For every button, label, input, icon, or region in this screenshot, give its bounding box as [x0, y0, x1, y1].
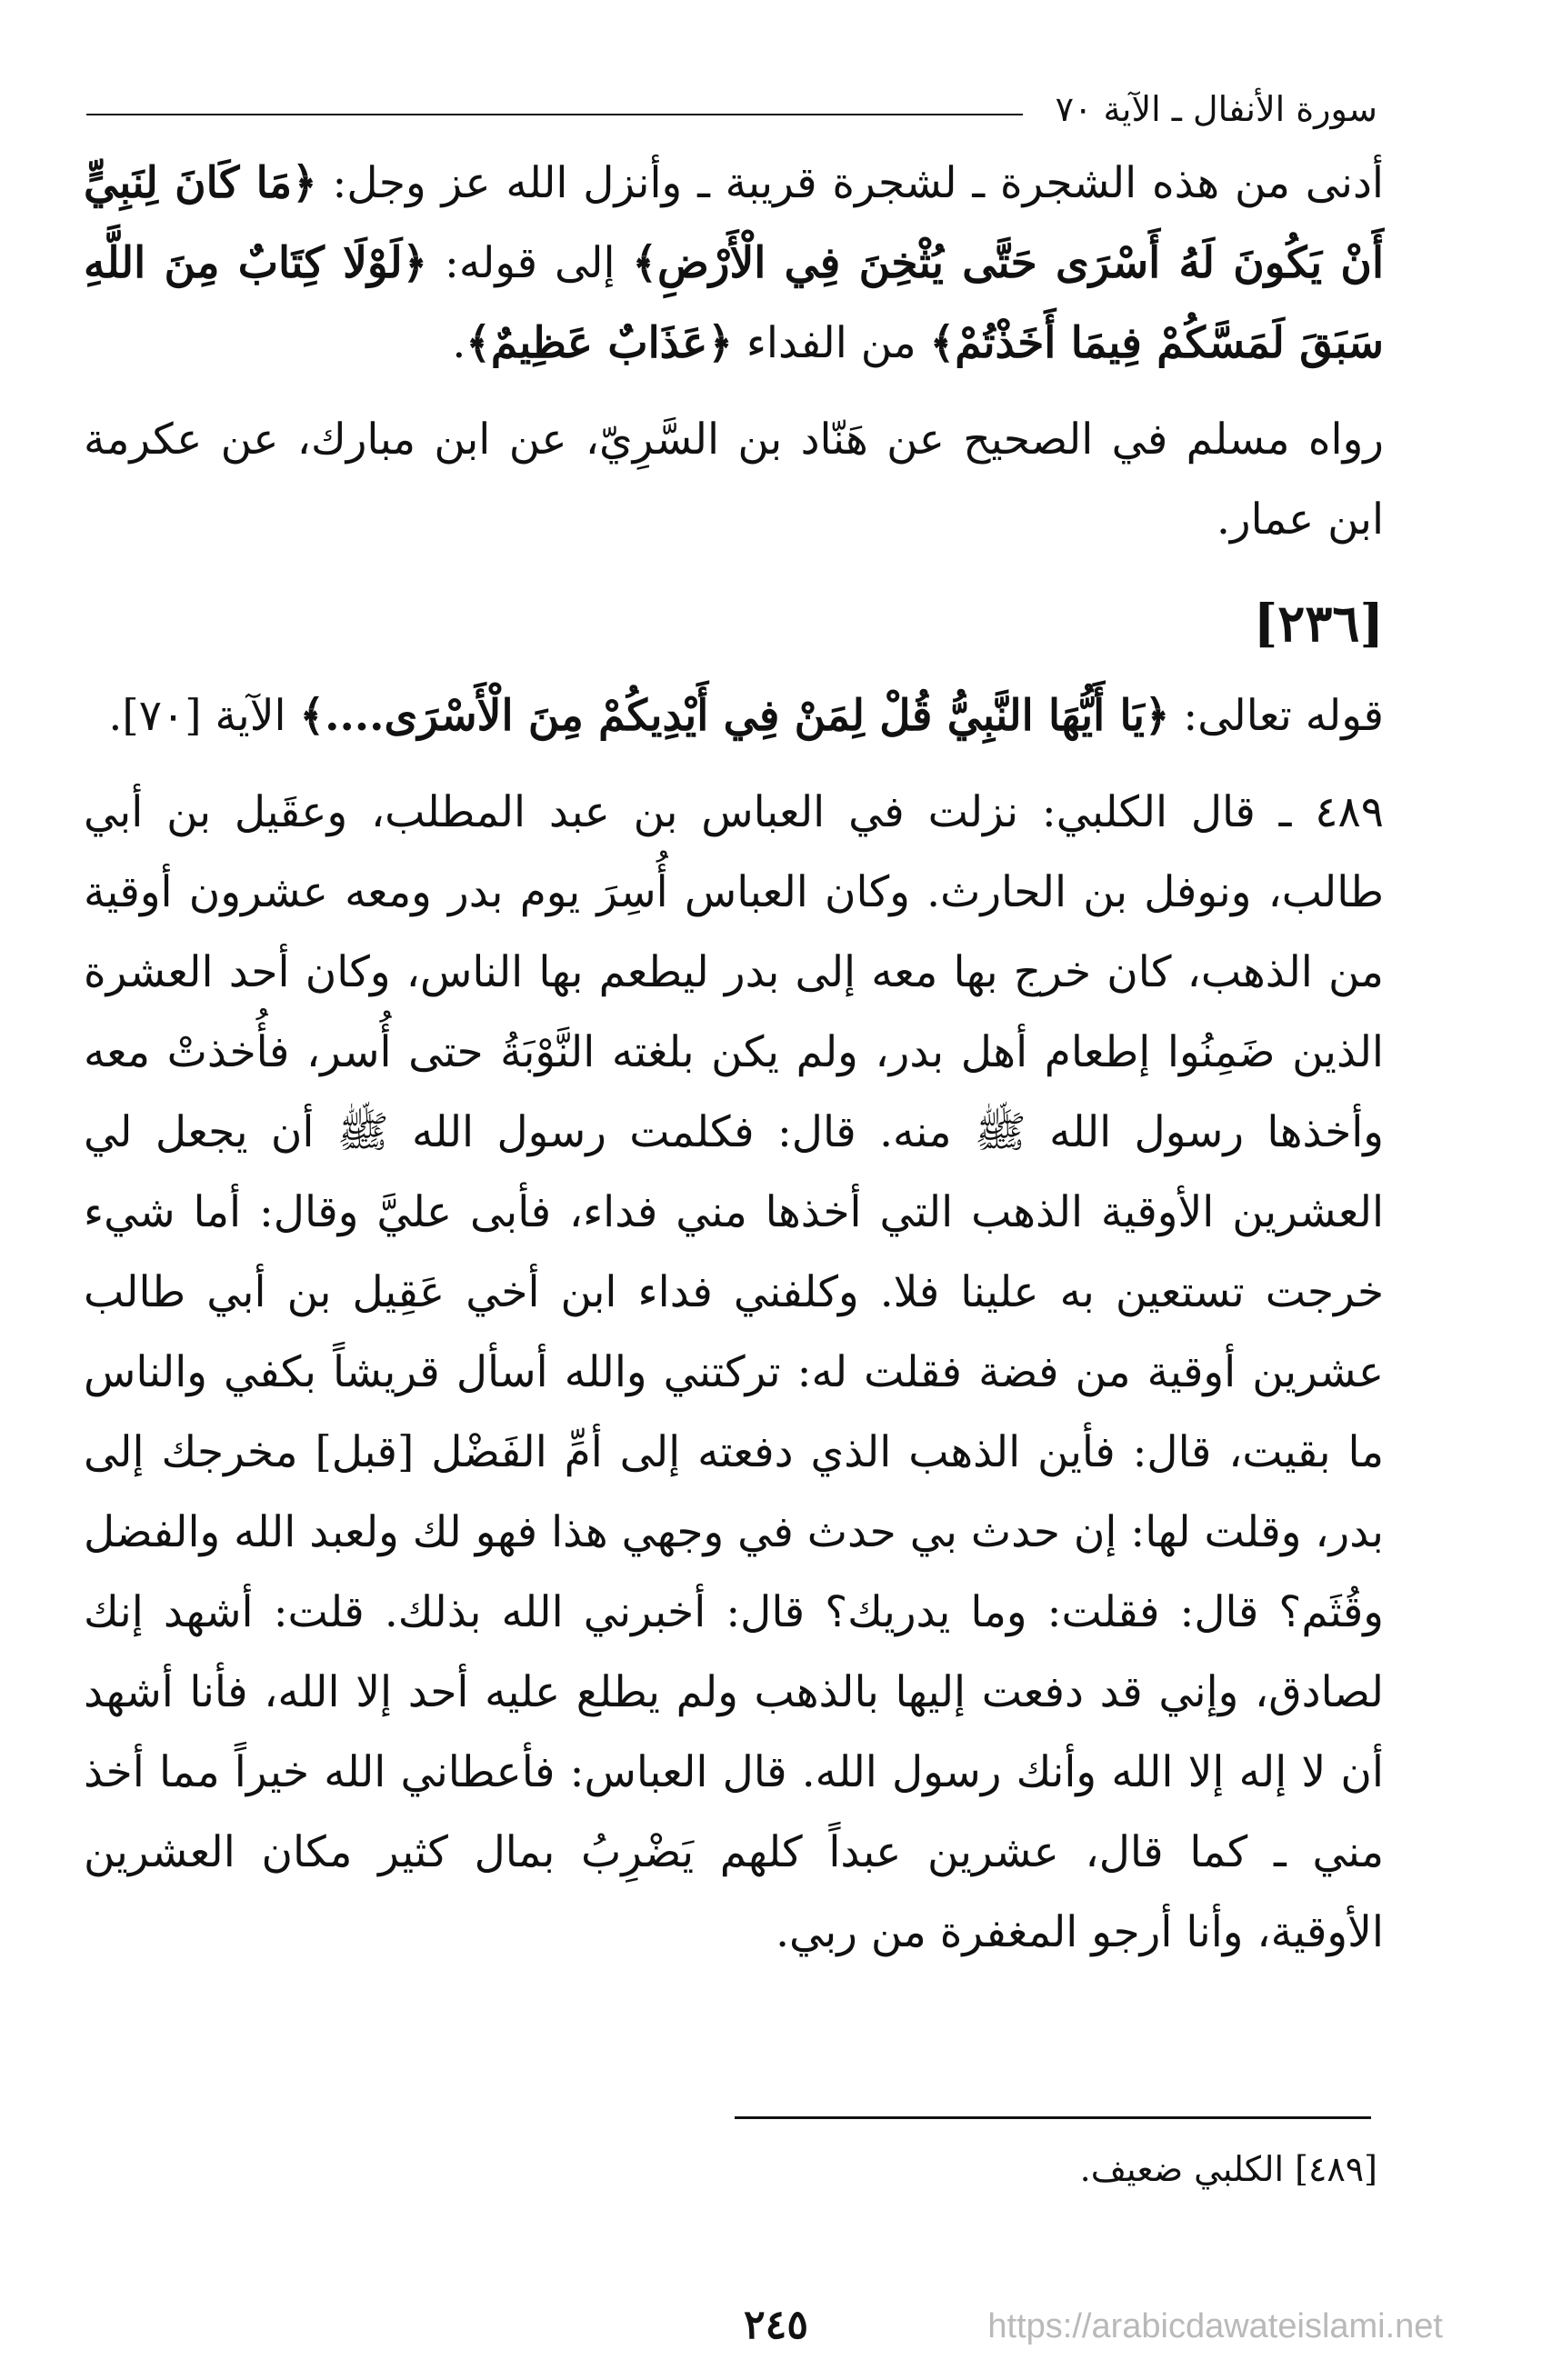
paragraph-2-text: رواه مسلم في الصحيح عن هَنّاد بن السَّرِيّ، عن ابن مبارك، عن عكرمة ابن عمار. — [84, 415, 1384, 545]
watermark: https://arabicdawateislami.net — [987, 2307, 1443, 2345]
ayah-intro-part-3: الآية [٧٠]. — [108, 691, 300, 741]
narration-489: ٤٨٩ ـ قال الكلبي: نزلت في العباس بن عبد المطلب، وعقَيل بن أبي طالب، ونوفل بن الحارث. وكان العباس أُسِرَ يوم بدر ومعه عشرون أوقية من الذهب، كان خرج بها معه إلى بدر ليطعم بها الناس، وكان أحد العشرة الذين ضَمِنُوا إطعام أهل بدر، ولم يكن بلغته النَّوْبَةُ حتى أُسر، فأُخذتْ معه وأخذها رسول الله ﷺ منه. قال: فكلمت رسول الله ﷺ أن يجعل لي العشرين الأوقية الذهب التي أخذها مني فداء، فأبى عليَّ وقال: أما شيء خرجت تستعين به علينا فلا. وكلفني فداء ابن أخي عَقِيل بن أبي طالب عشرين أوقية من فضة فقلت له: تركتني والله أسأل قريشاً بكفي والناس ما بقيت، قال: فأين الذهب الذي دفعته إلى أمِّ الفَضْل [قبل] مخرجك إلى بدر، وقلت لها: إن حدث بي حدث في وجهي هذا فهو لك ولعبد الله والفضل وقُثَم؟ قال: فقلت: وما يدريك؟ قال: أخبرني الله بذلك. قلت: أشهد إنك لصادق، وإني قد دفعت إليها بالذهب ولم يطلع عليه أحد إلا الله، فأنا أشهد أن لا إله إلا الله وأنك رسول الله. قال العباس: فأعطاني الله خيراً مما أخذ مني ـ كما قال، عشرين عبداً كلهم يَضْرِبُ بمال كثير مكان العشرين الأوقية، وأنا أرجو المغفرة من ربي. — [84, 787, 1384, 1957]
paragraph-1-part-3: إلى قوله: — [427, 238, 633, 288]
section-number: [٢٣٦] — [1253, 594, 1384, 654]
paragraph-1 — [84, 144, 1384, 384]
page-number: ٢٤٥ — [744, 2302, 808, 2348]
running-header — [86, 84, 1377, 138]
footnote-rule — [735, 2116, 1371, 2119]
paragraph-2 — [84, 400, 1384, 560]
quran-verse-4: ﴿يَا أَيُّهَا النَّبِيُّ قُلْ لِمَنْ فِي أَيْدِيكُمْ مِنَ الْأَسْرَى....﴾ — [299, 691, 1170, 741]
quran-verse-2: ﴿لَوْلَا كِتَابٌ مِنَ اللَّهِ سَبَقَ لَمَسَّكُمْ فِيمَا أَخَذْتُمْ﴾ — [84, 238, 1384, 368]
footnote: [٤٨٩] الكلبي ضعيف. — [1079, 2149, 1377, 2189]
ayah-intro-part-1: قوله تعالى: — [1169, 691, 1384, 741]
paragraph-1-part-1: أدنى من هذه الشجرة ـ لشجرة قريبة ـ وأنزل الله عز وجل: — [316, 158, 1384, 208]
header-rule — [86, 114, 1023, 115]
paragraph-1-part-5: من الفداء — [732, 318, 930, 368]
paragraph-1-part-7: . — [452, 318, 466, 368]
ayah-intro — [84, 676, 1384, 756]
header-title: سورة الأنفال ـ الآية ٧٠ — [1055, 89, 1377, 129]
main-text — [84, 144, 1384, 1973]
quran-verse-1: ﴿مَا كَانَ لِنَبِيٍّ أَنْ يَكُونَ لَهُ أَسْرَى حَتَّى يُثْخِنَ فِي الْأَرْضِ﴾ — [84, 158, 1384, 288]
quran-verse-3: ﴿عَذَابٌ عَظِيمٌ﴾ — [466, 318, 733, 368]
